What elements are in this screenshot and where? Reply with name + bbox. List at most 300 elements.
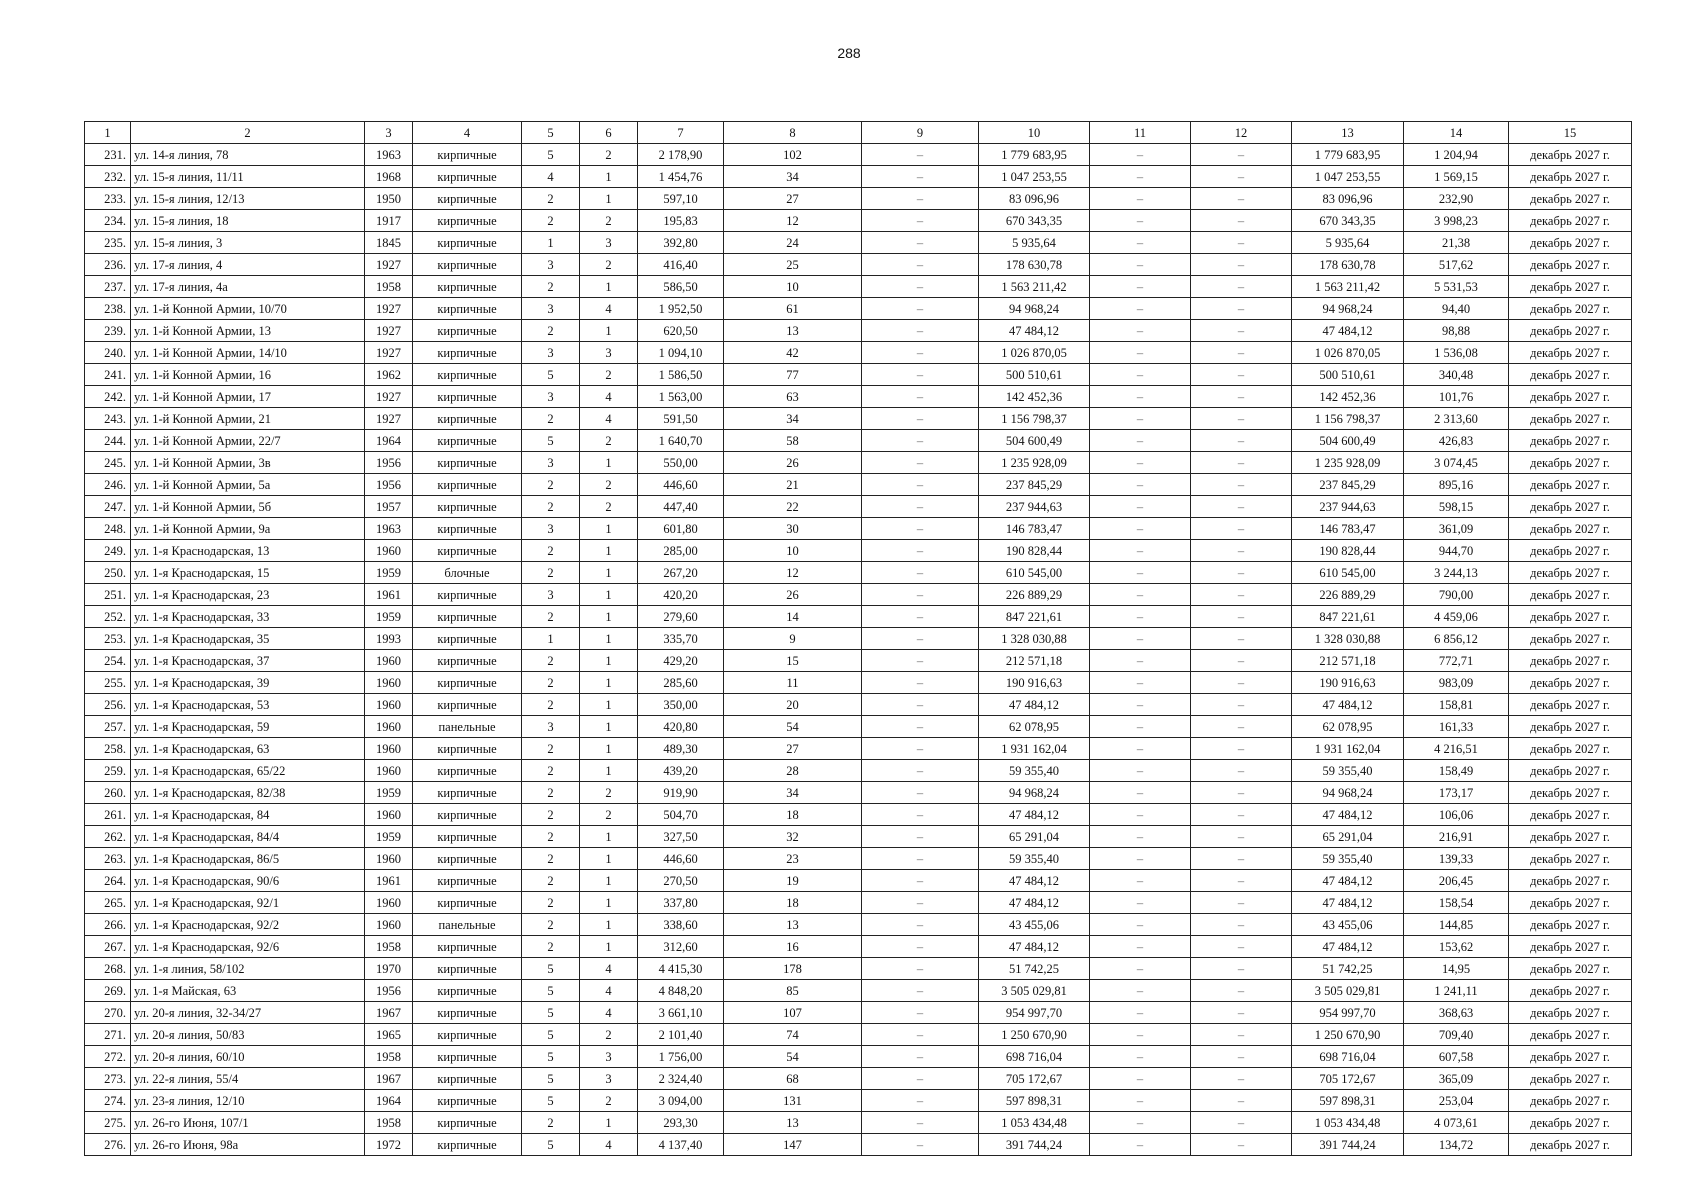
table-row xyxy=(85,364,1632,386)
table-cell-col-12: – xyxy=(1191,848,1292,870)
table-cell-col-1: 266. xyxy=(85,914,131,936)
table-cell-col-10: 1 047 253,55 xyxy=(979,166,1090,188)
column-header-6: 6 xyxy=(580,122,638,144)
table-cell-col-8: 12 xyxy=(724,562,862,584)
table-cell-col-2: ул. 1-й Конной Армии, 9а xyxy=(131,518,365,540)
table-cell-col-7: 446,60 xyxy=(638,474,724,496)
table-cell-col-6: 1 xyxy=(580,606,638,628)
table-cell-col-13: 178 630,78 xyxy=(1292,254,1404,276)
table-cell-col-14: 232,90 xyxy=(1404,188,1509,210)
table-cell-col-11: – xyxy=(1090,430,1191,452)
table-row xyxy=(85,738,1632,760)
table-cell-col-12: – xyxy=(1191,584,1292,606)
table-cell-col-11: – xyxy=(1090,606,1191,628)
table-row xyxy=(85,672,1632,694)
table-cell-col-15: декабрь 2027 г. xyxy=(1509,430,1632,452)
table-cell-col-15: декабрь 2027 г. xyxy=(1509,650,1632,672)
table-cell-col-4: кирпичные xyxy=(413,1112,522,1134)
table-cell-col-9: – xyxy=(862,540,979,562)
table-row xyxy=(85,1046,1632,1068)
table-row xyxy=(85,716,1632,738)
table-row xyxy=(85,980,1632,1002)
table-cell-col-14: 98,88 xyxy=(1404,320,1509,342)
table-cell-col-5: 1 xyxy=(522,628,580,650)
table-row xyxy=(85,628,1632,650)
table-cell-col-14: 158,54 xyxy=(1404,892,1509,914)
table-cell-col-9: – xyxy=(862,672,979,694)
table-cell-col-1: 272. xyxy=(85,1046,131,1068)
table-cell-col-11: – xyxy=(1090,452,1191,474)
table-cell-col-5: 2 xyxy=(522,408,580,430)
table-cell-col-14: 4 216,51 xyxy=(1404,738,1509,760)
table-cell-col-7: 327,50 xyxy=(638,826,724,848)
table-cell-col-10: 698 716,04 xyxy=(979,1046,1090,1068)
table-cell-col-12: – xyxy=(1191,540,1292,562)
table-cell-col-4: кирпичные xyxy=(413,782,522,804)
table-row xyxy=(85,562,1632,584)
table-cell-col-2: ул. 1-я Краснодарская, 90/6 xyxy=(131,870,365,892)
table-cell-col-4: кирпичные xyxy=(413,628,522,650)
table-cell-col-6: 1 xyxy=(580,914,638,936)
table-cell-col-7: 1 756,00 xyxy=(638,1046,724,1068)
table-cell-col-13: 62 078,95 xyxy=(1292,716,1404,738)
table-cell-col-1: 273. xyxy=(85,1068,131,1090)
table-cell-col-13: 1 235 928,09 xyxy=(1292,452,1404,474)
table-cell-col-10: 47 484,12 xyxy=(979,936,1090,958)
table-cell-col-14: 2 313,60 xyxy=(1404,408,1509,430)
table-cell-col-8: 13 xyxy=(724,1112,862,1134)
table-cell-col-9: – xyxy=(862,562,979,584)
table-cell-col-5: 2 xyxy=(522,738,580,760)
table-cell-col-1: 250. xyxy=(85,562,131,584)
table-cell-col-13: 237 845,29 xyxy=(1292,474,1404,496)
table-cell-col-15: декабрь 2027 г. xyxy=(1509,298,1632,320)
table-cell-col-11: – xyxy=(1090,738,1191,760)
table-cell-col-1: 274. xyxy=(85,1090,131,1112)
table-cell-col-13: 47 484,12 xyxy=(1292,804,1404,826)
table-cell-col-3: 1964 xyxy=(365,1090,413,1112)
table-cell-col-6: 1 xyxy=(580,650,638,672)
table-cell-col-13: 47 484,12 xyxy=(1292,936,1404,958)
table-cell-col-4: кирпичные xyxy=(413,540,522,562)
table-cell-col-1: 264. xyxy=(85,870,131,892)
table-cell-col-15: декабрь 2027 г. xyxy=(1509,342,1632,364)
table-cell-col-9: – xyxy=(862,320,979,342)
table-cell-col-6: 1 xyxy=(580,628,638,650)
table-cell-col-9: – xyxy=(862,342,979,364)
table-row xyxy=(85,254,1632,276)
table-cell-col-1: 276. xyxy=(85,1134,131,1156)
table-cell-col-2: ул. 15-я линия, 11/11 xyxy=(131,166,365,188)
column-header-1: 1 xyxy=(85,122,131,144)
table-cell-col-11: – xyxy=(1090,650,1191,672)
table-cell-col-5: 3 xyxy=(522,584,580,606)
table-cell-col-12: – xyxy=(1191,1068,1292,1090)
table-cell-col-14: 161,33 xyxy=(1404,716,1509,738)
table-cell-col-13: 1 931 162,04 xyxy=(1292,738,1404,760)
table-cell-col-1: 262. xyxy=(85,826,131,848)
table-cell-col-10: 47 484,12 xyxy=(979,870,1090,892)
table-cell-col-11: – xyxy=(1090,1046,1191,1068)
table-cell-col-3: 1959 xyxy=(365,826,413,848)
table-cell-col-9: – xyxy=(862,870,979,892)
table-cell-col-1: 237. xyxy=(85,276,131,298)
table-cell-col-3: 1972 xyxy=(365,1134,413,1156)
table-cell-col-13: 610 545,00 xyxy=(1292,562,1404,584)
table-cell-col-7: 1 640,70 xyxy=(638,430,724,452)
table-cell-col-2: ул. 1-й Конной Армии, 22/7 xyxy=(131,430,365,452)
table-cell-col-5: 2 xyxy=(522,606,580,628)
table-row xyxy=(85,892,1632,914)
table-row xyxy=(85,1002,1632,1024)
table-cell-col-5: 5 xyxy=(522,1046,580,1068)
table-cell-col-11: – xyxy=(1090,672,1191,694)
table-cell-col-2: ул. 1-я Краснодарская, 53 xyxy=(131,694,365,716)
table-cell-col-8: 85 xyxy=(724,980,862,1002)
table-cell-col-13: 1 250 670,90 xyxy=(1292,1024,1404,1046)
table-cell-col-8: 11 xyxy=(724,672,862,694)
table-cell-col-3: 1957 xyxy=(365,496,413,518)
table-cell-col-3: 1963 xyxy=(365,144,413,166)
table-cell-col-2: ул. 1-я Краснодарская, 82/38 xyxy=(131,782,365,804)
table-cell-col-6: 1 xyxy=(580,584,638,606)
table-cell-col-3: 1927 xyxy=(365,254,413,276)
table-row xyxy=(85,540,1632,562)
table-cell-col-12: – xyxy=(1191,166,1292,188)
table-cell-col-14: 1 241,11 xyxy=(1404,980,1509,1002)
table-cell-col-3: 1960 xyxy=(365,540,413,562)
table-row xyxy=(85,386,1632,408)
table-cell-col-11: – xyxy=(1090,1134,1191,1156)
table-cell-col-15: декабрь 2027 г. xyxy=(1509,188,1632,210)
table-cell-col-10: 142 452,36 xyxy=(979,386,1090,408)
table-cell-col-2: ул. 1-я Краснодарская, 13 xyxy=(131,540,365,562)
table-cell-col-3: 1960 xyxy=(365,738,413,760)
table-cell-col-3: 1960 xyxy=(365,650,413,672)
table-cell-col-15: декабрь 2027 г. xyxy=(1509,474,1632,496)
table-cell-col-6: 1 xyxy=(580,716,638,738)
table-cell-col-14: 173,17 xyxy=(1404,782,1509,804)
table-cell-col-11: – xyxy=(1090,782,1191,804)
table-cell-col-4: кирпичные xyxy=(413,210,522,232)
table-cell-col-11: – xyxy=(1090,584,1191,606)
table-cell-col-2: ул. 1-я Краснодарская, 86/5 xyxy=(131,848,365,870)
table-cell-col-1: 252. xyxy=(85,606,131,628)
table-body xyxy=(85,144,1632,1156)
table-cell-col-4: кирпичные xyxy=(413,474,522,496)
table-cell-col-8: 68 xyxy=(724,1068,862,1090)
table-cell-col-8: 107 xyxy=(724,1002,862,1024)
table-cell-col-13: 47 484,12 xyxy=(1292,320,1404,342)
table-cell-col-13: 65 291,04 xyxy=(1292,826,1404,848)
table-cell-col-1: 269. xyxy=(85,980,131,1002)
table-cell-col-9: – xyxy=(862,518,979,540)
table-row xyxy=(85,430,1632,452)
table-row xyxy=(85,870,1632,892)
table-cell-col-8: 25 xyxy=(724,254,862,276)
table-cell-col-12: – xyxy=(1191,518,1292,540)
table-cell-col-13: 698 716,04 xyxy=(1292,1046,1404,1068)
table-cell-col-6: 4 xyxy=(580,408,638,430)
table-cell-col-8: 13 xyxy=(724,914,862,936)
table-cell-col-13: 94 968,24 xyxy=(1292,782,1404,804)
table-cell-col-15: декабрь 2027 г. xyxy=(1509,1024,1632,1046)
table-cell-col-7: 620,50 xyxy=(638,320,724,342)
table-cell-col-8: 63 xyxy=(724,386,862,408)
table-cell-col-3: 1963 xyxy=(365,518,413,540)
table-cell-col-2: ул. 1-я Краснодарская, 92/2 xyxy=(131,914,365,936)
table-cell-col-5: 1 xyxy=(522,232,580,254)
table-cell-col-2: ул. 1-я Краснодарская, 92/1 xyxy=(131,892,365,914)
table-cell-col-3: 1961 xyxy=(365,584,413,606)
table-cell-col-9: – xyxy=(862,1002,979,1024)
table-cell-col-11: – xyxy=(1090,144,1191,166)
table-cell-col-14: 517,62 xyxy=(1404,254,1509,276)
table-row xyxy=(85,474,1632,496)
table-cell-col-2: ул. 1-я Краснодарская, 84 xyxy=(131,804,365,826)
table-cell-col-3: 1960 xyxy=(365,892,413,914)
table-cell-col-2: ул. 1-я Краснодарская, 65/22 xyxy=(131,760,365,782)
table-row xyxy=(85,760,1632,782)
table-cell-col-7: 601,80 xyxy=(638,518,724,540)
table-cell-col-15: декабрь 2027 г. xyxy=(1509,386,1632,408)
table-cell-col-15: декабрь 2027 г. xyxy=(1509,738,1632,760)
table-cell-col-4: кирпичные xyxy=(413,694,522,716)
table-cell-col-9: – xyxy=(862,254,979,276)
table-cell-col-7: 1 586,50 xyxy=(638,364,724,386)
table-cell-col-3: 1968 xyxy=(365,166,413,188)
table-cell-col-4: кирпичные xyxy=(413,452,522,474)
table-cell-col-10: 94 968,24 xyxy=(979,782,1090,804)
column-header-13: 13 xyxy=(1292,122,1404,144)
table-cell-col-13: 226 889,29 xyxy=(1292,584,1404,606)
table-row xyxy=(85,650,1632,672)
table-cell-col-1: 249. xyxy=(85,540,131,562)
table-cell-col-2: ул. 15-я линия, 12/13 xyxy=(131,188,365,210)
table-cell-col-12: – xyxy=(1191,452,1292,474)
column-header-2: 2 xyxy=(131,122,365,144)
table-cell-col-11: – xyxy=(1090,386,1191,408)
table-cell-col-4: кирпичные xyxy=(413,364,522,386)
table-cell-col-13: 59 355,40 xyxy=(1292,848,1404,870)
table-cell-col-6: 1 xyxy=(580,320,638,342)
table-cell-col-11: – xyxy=(1090,804,1191,826)
table-cell-col-6: 1 xyxy=(580,892,638,914)
table-cell-col-5: 2 xyxy=(522,782,580,804)
table-cell-col-10: 237 944,63 xyxy=(979,496,1090,518)
table-cell-col-7: 267,20 xyxy=(638,562,724,584)
table-row xyxy=(85,1134,1632,1156)
table-cell-col-6: 1 xyxy=(580,760,638,782)
table-cell-col-2: ул. 20-я линия, 60/10 xyxy=(131,1046,365,1068)
table-cell-col-14: 983,09 xyxy=(1404,672,1509,694)
table-cell-col-15: декабрь 2027 г. xyxy=(1509,980,1632,1002)
table-cell-col-7: 2 101,40 xyxy=(638,1024,724,1046)
table-cell-col-10: 47 484,12 xyxy=(979,804,1090,826)
table-cell-col-11: – xyxy=(1090,716,1191,738)
column-header-8: 8 xyxy=(724,122,862,144)
table-cell-col-2: ул. 1-й Конной Армии, 21 xyxy=(131,408,365,430)
table-row xyxy=(85,826,1632,848)
table-cell-col-3: 1960 xyxy=(365,760,413,782)
table-cell-col-12: – xyxy=(1191,1046,1292,1068)
table-cell-col-8: 22 xyxy=(724,496,862,518)
table-cell-col-4: кирпичные xyxy=(413,254,522,276)
table-cell-col-15: декабрь 2027 г. xyxy=(1509,936,1632,958)
table-cell-col-4: кирпичные xyxy=(413,166,522,188)
table-cell-col-13: 83 096,96 xyxy=(1292,188,1404,210)
table-cell-col-13: 59 355,40 xyxy=(1292,760,1404,782)
table-cell-col-2: ул. 22-я линия, 55/4 xyxy=(131,1068,365,1090)
table-cell-col-7: 195,83 xyxy=(638,210,724,232)
table-cell-col-10: 47 484,12 xyxy=(979,892,1090,914)
table-cell-col-12: – xyxy=(1191,1002,1292,1024)
table-cell-col-8: 32 xyxy=(724,826,862,848)
table-cell-col-9: – xyxy=(862,232,979,254)
table-cell-col-10: 59 355,40 xyxy=(979,848,1090,870)
table-cell-col-10: 847 221,61 xyxy=(979,606,1090,628)
table-cell-col-2: ул. 1-й Конной Армии, 13 xyxy=(131,320,365,342)
table-cell-col-11: – xyxy=(1090,364,1191,386)
table-cell-col-13: 142 452,36 xyxy=(1292,386,1404,408)
table-cell-col-9: – xyxy=(862,980,979,1002)
table-cell-col-1: 268. xyxy=(85,958,131,980)
table-cell-col-10: 62 078,95 xyxy=(979,716,1090,738)
column-header-5: 5 xyxy=(522,122,580,144)
table-cell-col-10: 47 484,12 xyxy=(979,320,1090,342)
table-cell-col-5: 2 xyxy=(522,760,580,782)
table-cell-col-15: декабрь 2027 г. xyxy=(1509,782,1632,804)
table-cell-col-7: 270,50 xyxy=(638,870,724,892)
table-cell-col-12: – xyxy=(1191,782,1292,804)
table-cell-col-8: 23 xyxy=(724,848,862,870)
table-cell-col-4: кирпичные xyxy=(413,1024,522,1046)
table-cell-col-3: 1960 xyxy=(365,694,413,716)
table-row xyxy=(85,166,1632,188)
table-cell-col-11: – xyxy=(1090,408,1191,430)
table-row xyxy=(85,452,1632,474)
table-cell-col-2: ул. 1-й Конной Армии, 14/10 xyxy=(131,342,365,364)
table-cell-col-8: 15 xyxy=(724,650,862,672)
table-cell-col-14: 216,91 xyxy=(1404,826,1509,848)
table-cell-col-4: кирпичные xyxy=(413,1134,522,1156)
table-cell-col-14: 598,15 xyxy=(1404,496,1509,518)
table-cell-col-10: 1 779 683,95 xyxy=(979,144,1090,166)
column-header-11: 11 xyxy=(1090,122,1191,144)
table-cell-col-12: – xyxy=(1191,188,1292,210)
table-cell-col-4: кирпичные xyxy=(413,298,522,320)
table-cell-col-3: 1956 xyxy=(365,474,413,496)
table-cell-col-7: 3 661,10 xyxy=(638,1002,724,1024)
table-cell-col-8: 14 xyxy=(724,606,862,628)
table-cell-col-12: – xyxy=(1191,386,1292,408)
housing-register-table xyxy=(84,121,1632,1156)
table-cell-col-2: ул. 1-я Краснодарская, 35 xyxy=(131,628,365,650)
table-cell-col-5: 2 xyxy=(522,870,580,892)
table-row xyxy=(85,1068,1632,1090)
table-cell-col-12: – xyxy=(1191,716,1292,738)
table-row xyxy=(85,320,1632,342)
table-row xyxy=(85,936,1632,958)
table-cell-col-8: 26 xyxy=(724,452,862,474)
table-cell-col-11: – xyxy=(1090,298,1191,320)
table-cell-col-15: декабрь 2027 г. xyxy=(1509,914,1632,936)
table-cell-col-1: 247. xyxy=(85,496,131,518)
table-cell-col-1: 239. xyxy=(85,320,131,342)
table-cell-col-3: 1845 xyxy=(365,232,413,254)
table-cell-col-15: декабрь 2027 г. xyxy=(1509,540,1632,562)
table-cell-col-8: 27 xyxy=(724,188,862,210)
table-cell-col-11: – xyxy=(1090,1112,1191,1134)
table-cell-col-3: 1965 xyxy=(365,1024,413,1046)
table-cell-col-9: – xyxy=(862,936,979,958)
table-cell-col-13: 391 744,24 xyxy=(1292,1134,1404,1156)
table-cell-col-4: кирпичные xyxy=(413,826,522,848)
table-cell-col-1: 270. xyxy=(85,1002,131,1024)
table-cell-col-3: 1958 xyxy=(365,1046,413,1068)
table-cell-col-10: 226 889,29 xyxy=(979,584,1090,606)
table-cell-col-5: 3 xyxy=(522,342,580,364)
table-cell-col-15: декабрь 2027 г. xyxy=(1509,210,1632,232)
table-cell-col-6: 1 xyxy=(580,562,638,584)
table-cell-col-8: 16 xyxy=(724,936,862,958)
table-row xyxy=(85,276,1632,298)
table-cell-col-10: 597 898,31 xyxy=(979,1090,1090,1112)
table-cell-col-4: кирпичные xyxy=(413,430,522,452)
column-header-4: 4 xyxy=(413,122,522,144)
table-cell-col-4: кирпичные xyxy=(413,804,522,826)
table-cell-col-11: – xyxy=(1090,276,1191,298)
table-cell-col-12: – xyxy=(1191,914,1292,936)
table-cell-col-14: 3 998,23 xyxy=(1404,210,1509,232)
table-cell-col-2: ул. 1-й Конной Армии, 5б xyxy=(131,496,365,518)
table-cell-col-5: 2 xyxy=(522,562,580,584)
table-cell-col-12: – xyxy=(1191,320,1292,342)
table-cell-col-4: кирпичные xyxy=(413,980,522,1002)
table-cell-col-5: 5 xyxy=(522,980,580,1002)
table-cell-col-1: 232. xyxy=(85,166,131,188)
table-cell-col-9: – xyxy=(862,628,979,650)
table-cell-col-13: 3 505 029,81 xyxy=(1292,980,1404,1002)
table-cell-col-6: 1 xyxy=(580,1112,638,1134)
table-cell-col-12: – xyxy=(1191,892,1292,914)
table-cell-col-3: 1959 xyxy=(365,606,413,628)
table-cell-col-11: – xyxy=(1090,1002,1191,1024)
table-cell-col-15: декабрь 2027 г. xyxy=(1509,452,1632,474)
table-cell-col-9: – xyxy=(862,892,979,914)
table-cell-col-1: 258. xyxy=(85,738,131,760)
table-cell-col-6: 2 xyxy=(580,254,638,276)
table-cell-col-3: 1950 xyxy=(365,188,413,210)
table-cell-col-1: 240. xyxy=(85,342,131,364)
table-cell-col-7: 2 178,90 xyxy=(638,144,724,166)
table-cell-col-14: 4 073,61 xyxy=(1404,1112,1509,1134)
table-cell-col-12: – xyxy=(1191,650,1292,672)
table-cell-col-15: декабрь 2027 г. xyxy=(1509,408,1632,430)
table-cell-col-13: 1 779 683,95 xyxy=(1292,144,1404,166)
table-row xyxy=(85,144,1632,166)
table-cell-col-15: декабрь 2027 г. xyxy=(1509,364,1632,386)
table-cell-col-4: кирпичные xyxy=(413,870,522,892)
table-cell-col-9: – xyxy=(862,364,979,386)
table-cell-col-11: – xyxy=(1090,1068,1191,1090)
table-cell-col-5: 4 xyxy=(522,166,580,188)
column-header-14: 14 xyxy=(1404,122,1509,144)
table-cell-col-6: 1 xyxy=(580,672,638,694)
table-cell-col-4: кирпичные xyxy=(413,672,522,694)
table-cell-col-10: 1 250 670,90 xyxy=(979,1024,1090,1046)
table-cell-col-13: 47 484,12 xyxy=(1292,892,1404,914)
